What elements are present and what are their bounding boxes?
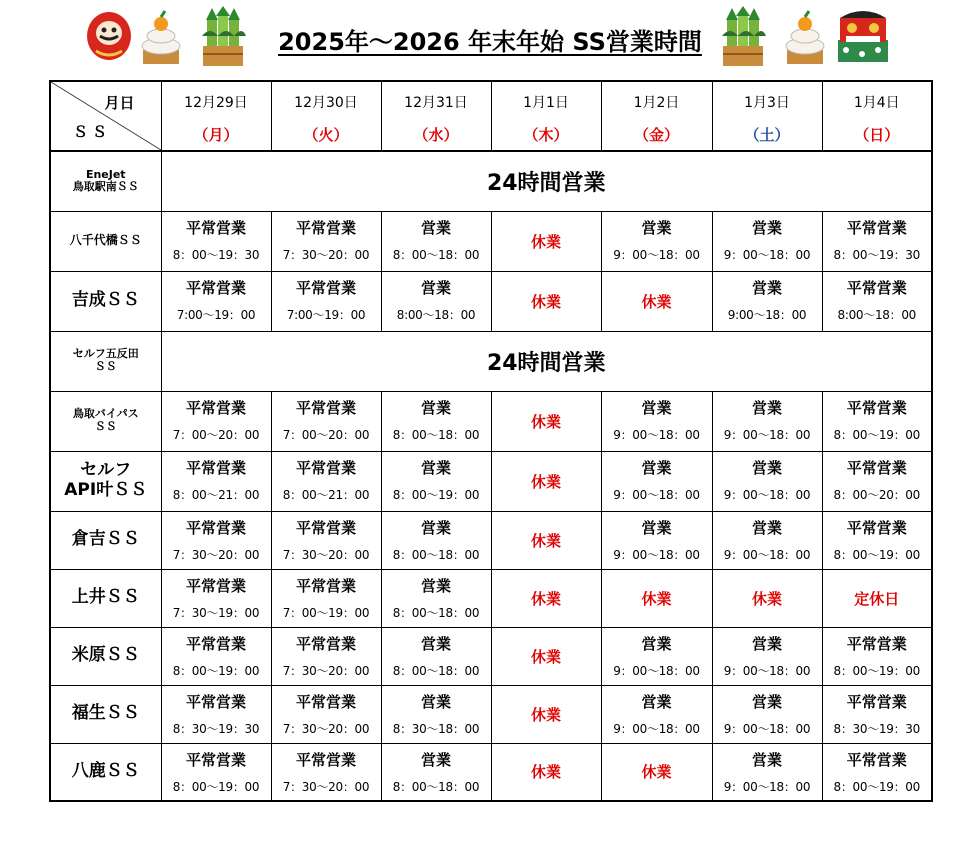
hours-time: 9：00〜18：00 [613,427,700,442]
hours-label: 営業 [641,518,672,537]
closed-cell: 休業 [601,271,712,331]
hours-cell [161,627,271,685]
hours-label: 営業 [641,692,672,711]
hours-time: 7:00〜19：00 [176,307,256,322]
daruma-icon [84,6,134,62]
station-name: 八千代橋ＳＳ [69,233,142,248]
hours-label: 営業 [751,458,782,477]
closed-cell: 休業 [491,627,601,685]
hours-label: 営業 [420,634,451,653]
hours-label: 営業 [420,692,451,711]
hours-label: 平常営業 [846,634,907,653]
hours-time: 8：00〜19：00 [833,427,920,442]
hours-time: 8：00〜19：00 [833,663,920,678]
hours-cell [712,271,822,331]
hours-label: 営業 [751,692,782,711]
station-name: 鳥取バイパス [72,407,139,421]
hours-time: 7：30〜20：00 [282,547,370,562]
hours-cell [271,569,381,627]
hours-label: 営業 [751,634,782,653]
station-name-cell [50,391,161,451]
hours-label: 営業 [641,398,672,417]
hours-label: 平常営業 [295,398,356,417]
hours-time: 8：00〜19：30 [833,247,920,262]
hours-time: 8：30〜18：00 [392,721,480,736]
header-date: 12月31日 [404,95,468,111]
hours-cell [271,627,381,685]
hours-cell [271,391,381,451]
hours-cell [381,391,491,451]
hours-cell [381,627,491,685]
hours-label: 平常営業 [846,398,907,417]
header-date: 1月4日 [853,95,900,111]
closed-cell: 休業 [491,511,601,569]
hours-cell [822,211,932,271]
station-row [50,271,932,331]
station-name: 倉吉ＳＳ [71,529,140,550]
hours-cell [271,271,381,331]
header-weekday: （月） [193,126,239,144]
header-day-5 [712,81,822,151]
hours-label: 平常営業 [846,692,907,711]
station-name-cell [50,627,161,685]
hours-cell [601,627,712,685]
hours-label: 営業 [420,398,451,417]
station-name: 吉成ＳＳ [71,290,140,311]
hours-cell [601,211,712,271]
hours-cell [381,271,491,331]
station-name: ＳＳ [94,420,117,433]
all-day-cell: 24時間営業 [161,331,932,391]
hours-time: 9：00〜18：00 [613,247,700,262]
hours-cell [381,685,491,743]
hours-label: 営業 [641,218,672,237]
station-row [50,331,932,391]
hours-cell [712,211,822,271]
hours-cell [822,685,932,743]
hours-label: 平常営業 [185,218,246,237]
header-row [50,81,932,151]
hours-cell [712,627,822,685]
header-date: 1月2日 [633,95,680,111]
hours-label: 営業 [641,634,672,653]
hours-cell [822,451,932,511]
closed-cell: 休業 [491,271,601,331]
page-title: 2025年〜2026 年末年始 SS営業時間 [278,28,702,56]
station-name-cell [50,271,161,331]
station-row [50,211,932,271]
hours-label: 営業 [420,518,451,537]
hours-time: 7：00〜20：00 [172,427,260,442]
hours-cell [381,451,491,511]
station-name-cell [50,451,161,511]
hours-time: 8：00〜18：00 [392,547,480,562]
page-header [0,0,976,78]
hours-cell [822,627,932,685]
header-weekday: （金） [633,126,679,144]
hours-time: 9：00〜18：00 [613,663,700,678]
business-hours-table [49,80,933,802]
hours-time: 7：30〜20：00 [282,721,370,736]
station-name-cell [50,569,161,627]
hours-time: 9：00〜18：00 [613,547,700,562]
station-name-cell [50,511,161,569]
hours-time: 8：00〜19：00 [172,779,260,794]
station-name: 福生ＳＳ [71,703,140,724]
hours-cell [381,511,491,569]
header-day-2 [381,81,491,151]
hours-time: 9：00〜18：00 [723,779,811,794]
hours-label: 平常営業 [295,692,356,711]
shishimai-icon [834,6,892,64]
station-name: 上井ＳＳ [71,587,140,608]
hours-cell [601,451,712,511]
hours-cell [271,451,381,511]
hours-time: 7：00〜19：00 [282,605,370,620]
hours-label: 平常営業 [295,634,356,653]
hours-time: 8：30〜19：30 [833,721,920,736]
hours-time: 8：30〜19：30 [172,721,260,736]
hours-time: 9:00〜18：00 [727,307,807,322]
closed-cell: 休業 [491,391,601,451]
hours-label: 営業 [420,750,451,769]
hours-label: 営業 [420,278,451,297]
closed-cell: 休業 [601,569,712,627]
hours-cell [601,685,712,743]
header-date: 12月30日 [294,95,358,111]
hours-time: 8：00〜20：00 [833,487,920,502]
hours-cell [161,569,271,627]
corner-date-label: 月日 [104,94,135,112]
hours-cell [601,511,712,569]
hours-label: 平常営業 [185,750,246,769]
header-weekday: （日） [854,126,900,144]
hours-cell [271,211,381,271]
hours-cell [271,743,381,801]
closed-cell: 休業 [712,569,822,627]
hours-cell [822,271,932,331]
station-row [50,151,932,211]
hours-label: 平常営業 [846,218,907,237]
hours-time: 9：00〜18：00 [723,663,811,678]
hours-label: 平常営業 [846,518,907,537]
kadomatsu-icon [198,6,248,68]
hours-time: 8：00〜18：00 [392,663,480,678]
station-row [50,685,932,743]
hours-cell [381,569,491,627]
station-row [50,511,932,569]
header-date: 1月1日 [523,95,569,111]
station-name: 鳥取駅南ＳＳ [72,180,139,194]
station-name: 米原ＳＳ [71,645,140,666]
hours-cell [712,685,822,743]
header-day-4 [601,81,712,151]
closed-cell: 休業 [491,211,601,271]
header-corner [50,81,161,151]
hours-label: 平常営業 [846,750,907,769]
hours-time: 9：00〜18：00 [613,721,700,736]
hours-label: 営業 [751,518,782,537]
hours-label: 平常営業 [295,576,356,595]
hours-cell [822,743,932,801]
hours-cell [161,451,271,511]
hours-time: 8：00〜19：00 [833,779,920,794]
header-day-6 [822,81,932,151]
hours-cell [601,391,712,451]
hours-label: 平常営業 [295,218,356,237]
corner-ss-label: ＳＳ [73,123,112,141]
hours-time: 7：30〜20：00 [282,779,370,794]
closed-cell: 定休日 [822,569,932,627]
hours-time: 8：00〜19：30 [172,247,260,262]
hours-label: 平常営業 [846,458,907,477]
hours-cell [822,391,932,451]
header-date: 1月3日 [744,95,790,111]
hours-time: 7：00〜20：00 [282,427,370,442]
hours-time: 9：00〜18：00 [723,487,811,502]
hours-time: 8：00〜21：00 [172,487,260,502]
station-name: ＳＳ [94,360,117,373]
hours-time: 7:00〜19：00 [286,307,366,322]
kagami-mochi-icon [137,6,185,66]
header-date: 12月29日 [184,95,248,111]
hours-label: 営業 [751,398,782,417]
closed-cell: 休業 [601,743,712,801]
hours-cell [161,211,271,271]
hours-cell [161,391,271,451]
hours-label: 平常営業 [185,692,246,711]
closed-cell: 休業 [491,451,601,511]
hours-time: 9：00〜18：00 [723,247,811,262]
header-weekday: （木） [523,126,569,144]
hours-label: 平常営業 [185,398,246,417]
hours-label: 平常営業 [185,576,246,595]
hours-cell [161,511,271,569]
hours-time: 9：00〜18：00 [723,547,811,562]
station-row [50,743,932,801]
hours-time: 8：00〜18：00 [392,427,480,442]
hours-time: 8:00〜18：00 [396,307,476,322]
hours-label: 平常営業 [185,278,246,297]
hours-cell [271,511,381,569]
station-name: セルフ五反田 [72,347,139,361]
station-name-cell [50,331,161,391]
header-weekday: （土） [744,126,790,144]
hours-time: 7：30〜19：00 [172,605,260,620]
hours-time: 9：00〜18：00 [613,487,700,502]
hours-label: 平常営業 [295,458,356,477]
station-row [50,391,932,451]
station-name-cell [50,685,161,743]
hours-label: 営業 [751,218,782,237]
hours-time: 7：30〜20：00 [282,663,370,678]
hours-time: 8：00〜19：00 [392,487,480,502]
station-name: API叶ＳＳ [64,480,148,500]
station-name-cell [50,211,161,271]
station-row [50,627,932,685]
header-weekday: （水） [413,126,459,144]
hours-label: 営業 [751,750,782,769]
header-day-0 [161,81,271,151]
hours-time: 7：30〜20：00 [282,247,370,262]
hours-label: 平常営業 [295,750,356,769]
hours-cell [161,685,271,743]
hours-time: 8：00〜18：00 [392,605,480,620]
hours-label: 平常営業 [185,458,246,477]
header-day-3 [491,81,601,151]
hours-label: 平常営業 [185,634,246,653]
header-day-1 [271,81,381,151]
hours-cell [712,391,822,451]
hours-time: 8：00〜18：00 [392,779,480,794]
hours-label: 営業 [420,458,451,477]
hours-time: 8：00〜18：00 [392,247,480,262]
station-name-cell [50,743,161,801]
hours-time: 8：00〜19：00 [172,663,260,678]
hours-label: 営業 [420,218,451,237]
hours-time: 8：00〜21：00 [282,487,370,502]
hours-label: 平常営業 [846,278,907,297]
station-row [50,451,932,511]
hours-cell [712,511,822,569]
station-name: 八鹿ＳＳ [71,760,140,781]
station-name-cell [50,151,161,211]
hours-time: 9：00〜18：00 [723,721,811,736]
hours-time: 7：30〜20：00 [172,547,260,562]
closed-cell: 休業 [491,569,601,627]
hours-cell [381,743,491,801]
station-name: セルフ [80,460,132,481]
all-day-cell: 24時間営業 [161,151,932,211]
closed-cell: 休業 [491,743,601,801]
hours-cell [712,743,822,801]
hours-label: 平常営業 [295,278,356,297]
station-name: EneJet [85,167,126,181]
hours-cell [381,211,491,271]
hours-label: 営業 [641,458,672,477]
hours-cell [822,511,932,569]
station-row [50,569,932,627]
header-weekday: （火） [303,126,349,144]
hours-cell [271,685,381,743]
hours-label: 営業 [420,576,451,595]
kadomatsu-icon [718,6,768,68]
closed-cell: 休業 [491,685,601,743]
hours-time: 8:00〜18：00 [837,307,916,322]
hours-time: 8：00〜19：00 [833,547,920,562]
hours-time: 9：00〜18：00 [723,427,811,442]
hours-label: 営業 [751,278,782,297]
hours-label: 平常営業 [295,518,356,537]
kagami-mochi-icon [781,6,829,66]
hours-cell [161,271,271,331]
hours-cell [712,451,822,511]
hours-cell [161,743,271,801]
hours-label: 平常営業 [185,518,246,537]
